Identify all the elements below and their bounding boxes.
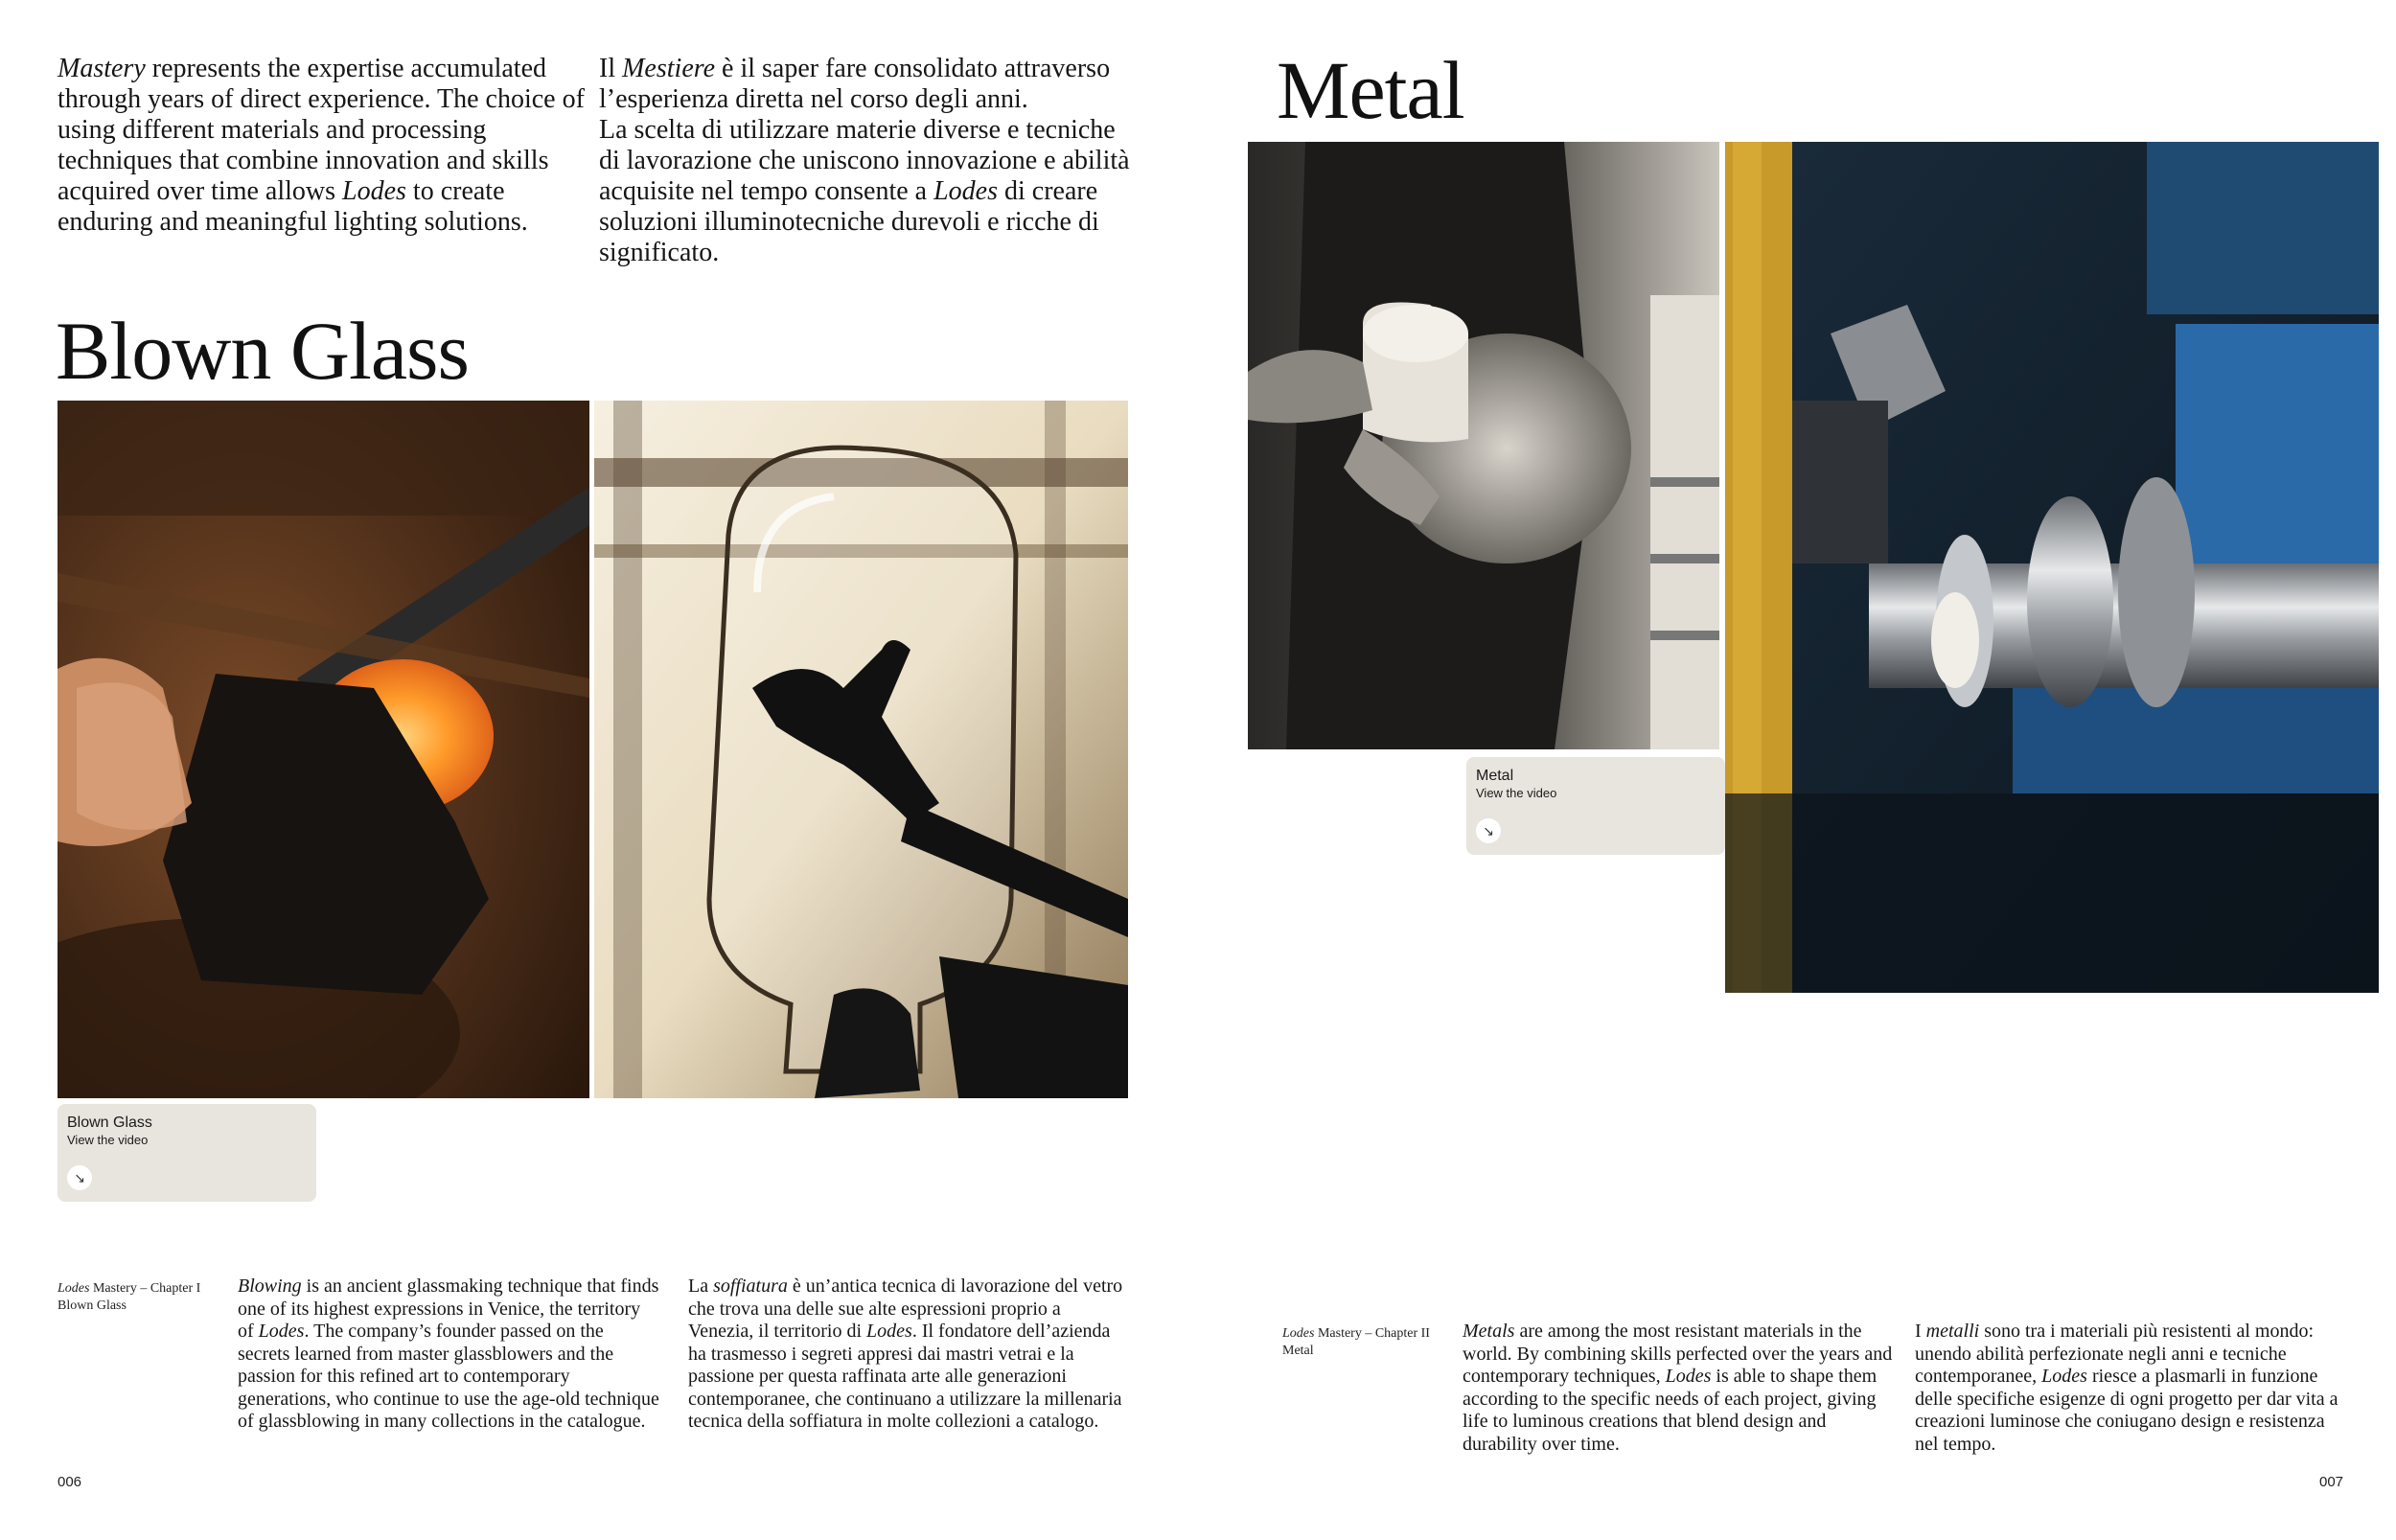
blown-glass-text-english: Blowing is an ancient glassmaking technique that finds one of its highest expressions in Venice, the territory of Lodes. The company’s founder passed on the secrets learned from master glassblowers and the passion for this refined art to contemporary generations, who continue to use the age-old technique of glassblowing in many collections in the catalogue. [238, 1276, 659, 1432]
metal-video-card[interactable] [1466, 757, 1725, 855]
video-card-subtitle[interactable]: View the video [67, 1133, 149, 1147]
arrow-down-right-icon[interactable]: ↘ [67, 1165, 92, 1190]
metal-text-english: Metals are among the most resistant materials in the world. By combining skills perfected over the years and contemporary techniques, Lodes is able to shape them according to the specific needs of each project, giving life to luminous creations that blend design and durability over time. [1463, 1321, 1893, 1455]
arrow-down-right-icon[interactable]: ↘ [1476, 818, 1501, 843]
chapter-caption-left: Lodes Mastery – Chapter I Blown Glass [58, 1281, 201, 1313]
blown-glass-heading: Blown Glass [56, 305, 469, 397]
intro-en-term: Mastery [58, 54, 146, 83]
blown-glass-vessel-photo [594, 401, 1128, 1098]
page-number-right: 007 [2319, 1474, 2344, 1490]
blown-glass-video-card[interactable] [58, 1104, 316, 1202]
intro-english: Mastery represents the expertise accumulated through years of direct experience. The choice of using different materials and processing techniques that combine innovation and skills acquired over time allows Lodes to create enduring and meaningful lighting solutions. [58, 54, 585, 237]
video-card-title: Blown Glass [67, 1115, 152, 1131]
page-number-left: 006 [58, 1474, 82, 1490]
intro-en-brand: Lodes [342, 176, 406, 206]
metal-text-italian: I metalli sono tra i materiali più resistenti al mondo: unendo abilità perfezionate negli anni e tecniche contemporanee, Lodes riesce a plasmarli in funzione delle specifiche esigenze di ogni progetto per dar vita a creazioni luminose che coniugano design e resistenza nel tempo. [1915, 1321, 2338, 1455]
intro-italian: Il Mestiere è il saper fare consolidato attraverso l’esperienza diretta nel corso degli anni. La scelta di utilizzare materie diverse e tecniche di lavorazione che uniscono innovazione e abilità acquisite nel tempo consente a Lodes di creare soluzioni illuminotecniche durevoli e ricche di significato. [599, 54, 1130, 267]
video-card-title: Metal [1476, 768, 1514, 784]
metal-spinning-photo [1248, 142, 1719, 749]
video-card-subtitle[interactable]: View the video [1476, 786, 1557, 800]
metal-lathe-photo [1725, 142, 2379, 993]
metal-heading: Metal [1277, 44, 1464, 136]
intro-it-term: Mestiere [622, 54, 716, 83]
glassblowing-photo [58, 401, 589, 1098]
intro-it-brand: Lodes [933, 176, 999, 206]
chapter-caption-right: Lodes Mastery – Chapter II Metal [1282, 1326, 1430, 1358]
blown-glass-text-italian: La soffiatura è un’antica tecnica di lavorazione del vetro che trova una delle sue alte espressioni proprio a Venezia, il territorio di Lodes. Il fondatore dell’azienda ha trasmesso i segreti appresi dai mastri vetrai e la passione per questa raffinata arte alle generazioni contemporanee, che continuano a utilizzare la millenaria tecnica della soffiatura in molte collezioni a catalogo. [688, 1276, 1123, 1432]
